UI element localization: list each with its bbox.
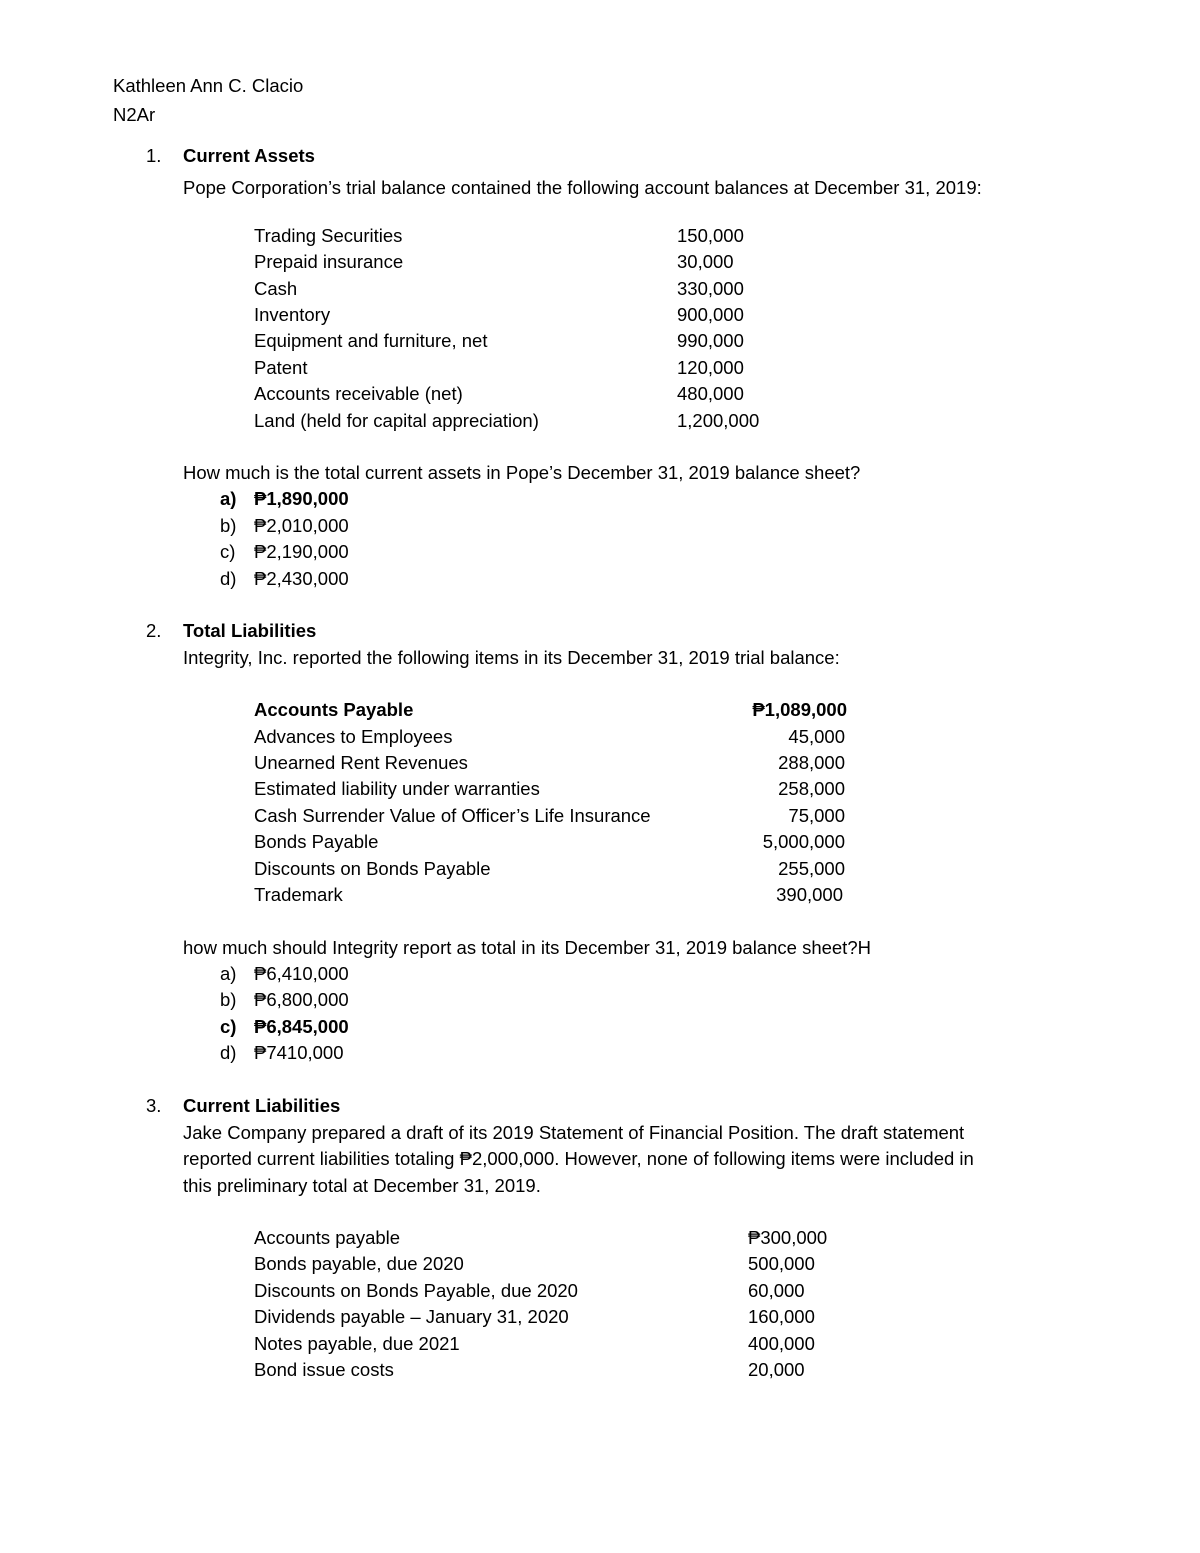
q3-item-label: Notes payable, due 2021 — [254, 1333, 460, 1354]
choice-letter: d) — [220, 1042, 237, 1063]
q2-item-label: Trademark — [254, 884, 343, 905]
q1-item-value: 900,000 — [677, 304, 744, 325]
choice-letter: a) — [220, 488, 237, 509]
q2-item-value: 75,000 — [788, 805, 845, 826]
q3-item-label: Bonds payable, due 2020 — [254, 1253, 464, 1274]
q3-number: 3. — [146, 1095, 162, 1116]
q1-item-label: Inventory — [254, 304, 331, 325]
q1-number: 1. — [146, 145, 162, 166]
q1-item-value: 330,000 — [677, 278, 744, 299]
q3-intro-line: reported current liabilities totaling ₱2,000,000. However, none of following items were included in — [183, 1148, 974, 1169]
choice-text-answer: ₱1,890,000 — [254, 488, 349, 509]
choice-letter: a) — [220, 963, 237, 984]
q2-item-label: Bonds Payable — [254, 831, 379, 852]
q3-item-value: 160,000 — [748, 1306, 815, 1327]
q2-question: how much should Integrity report as total in its December 31, 2019 balance sheet?H — [183, 937, 871, 958]
q2-item-value: 45,000 — [788, 726, 845, 747]
q3-intro-line: Jake Company prepared a draft of its 2019 Statement of Financial Position. The draft statement — [183, 1122, 965, 1143]
q2-item-value: 5,000,000 — [762, 831, 845, 852]
choice-letter: c) — [220, 1016, 237, 1037]
q1-item-label: Land (held for capital appreciation) — [254, 410, 539, 431]
choice-text: ₱6,800,000 — [254, 989, 349, 1010]
choice-letter: d) — [220, 568, 237, 589]
q2-title: Total Liabilities — [183, 620, 317, 641]
choice-letter: b) — [220, 515, 237, 536]
choice-letter: b) — [220, 989, 237, 1010]
choice-text: ₱2,430,000 — [254, 568, 349, 589]
q2-item-label: Advances to Employees — [254, 726, 453, 747]
q2-item-value: 288,000 — [778, 752, 845, 773]
q1-item-value: 150,000 — [677, 225, 744, 246]
section-code: N2Ar — [113, 104, 156, 125]
q1-item-label: Accounts receivable (net) — [254, 383, 463, 404]
q2-item-value: 258,000 — [778, 778, 845, 799]
q3-item-label: Bond issue costs — [254, 1359, 394, 1380]
q3-item-value: 400,000 — [748, 1333, 815, 1354]
q3-title: Current Liabilities — [183, 1095, 341, 1116]
q2-item-label: Discounts on Bonds Payable — [254, 858, 491, 879]
choice-text-answer: ₱6,845,000 — [254, 1016, 349, 1037]
q1-item-value: 120,000 — [677, 357, 744, 378]
q1-item-value: 990,000 — [677, 330, 744, 351]
q1-intro: Pope Corporation’s trial balance contained the following account balances at December 31, 2019: — [183, 177, 982, 198]
q3-item-value: 20,000 — [748, 1359, 805, 1380]
q3-item-value: 500,000 — [748, 1253, 815, 1274]
q2-item-label: Unearned Rent Revenues — [254, 752, 468, 773]
q2-intro: Integrity, Inc. reported the following items in its December 31, 2019 trial balance: — [183, 647, 840, 668]
q3-intro-line: this preliminary total at December 31, 2019. — [183, 1175, 541, 1196]
q2-item-label: Estimated liability under warranties — [254, 778, 540, 799]
q2-item-value: ₱1,089,000 — [752, 699, 847, 720]
q2-item-value: 255,000 — [778, 858, 845, 879]
q1-item-value: 30,000 — [677, 251, 734, 272]
q2-number: 2. — [146, 620, 162, 641]
author-name: Kathleen Ann C. Clacio — [113, 75, 304, 96]
q3-item-label: Accounts payable — [254, 1227, 401, 1248]
q2-item-value: 390,000 — [776, 884, 843, 905]
choice-text: ₱2,010,000 — [254, 515, 349, 536]
q3-item-label: Dividends payable – January 31, 2020 — [254, 1306, 569, 1327]
choice-text: ₱7410,000 — [254, 1042, 344, 1063]
q1-item-label: Prepaid insurance — [254, 251, 404, 272]
choice-text: ₱2,190,000 — [254, 541, 349, 562]
q2-item-label: Cash Surrender Value of Officer’s Life Insurance — [254, 805, 651, 826]
q1-question: How much is the total current assets in Pope’s December 31, 2019 balance sheet? — [183, 462, 861, 483]
q1-item-label: Cash — [254, 278, 298, 299]
choice-letter: c) — [220, 541, 236, 562]
q1-item-value: 1,200,000 — [677, 410, 760, 431]
q3-item-label: Discounts on Bonds Payable, due 2020 — [254, 1280, 578, 1301]
q1-item-label: Trading Securities — [254, 225, 403, 246]
q3-item-value: 60,000 — [748, 1280, 805, 1301]
q3-item-value: ₱300,000 — [748, 1227, 828, 1248]
q2-item-label: Accounts Payable — [254, 699, 414, 720]
q1-item-label: Patent — [254, 357, 308, 378]
q1-item-value: 480,000 — [677, 383, 744, 404]
choice-text: ₱6,410,000 — [254, 963, 349, 984]
q1-item-label: Equipment and furniture, net — [254, 330, 488, 351]
q1-title: Current Assets — [183, 145, 315, 166]
